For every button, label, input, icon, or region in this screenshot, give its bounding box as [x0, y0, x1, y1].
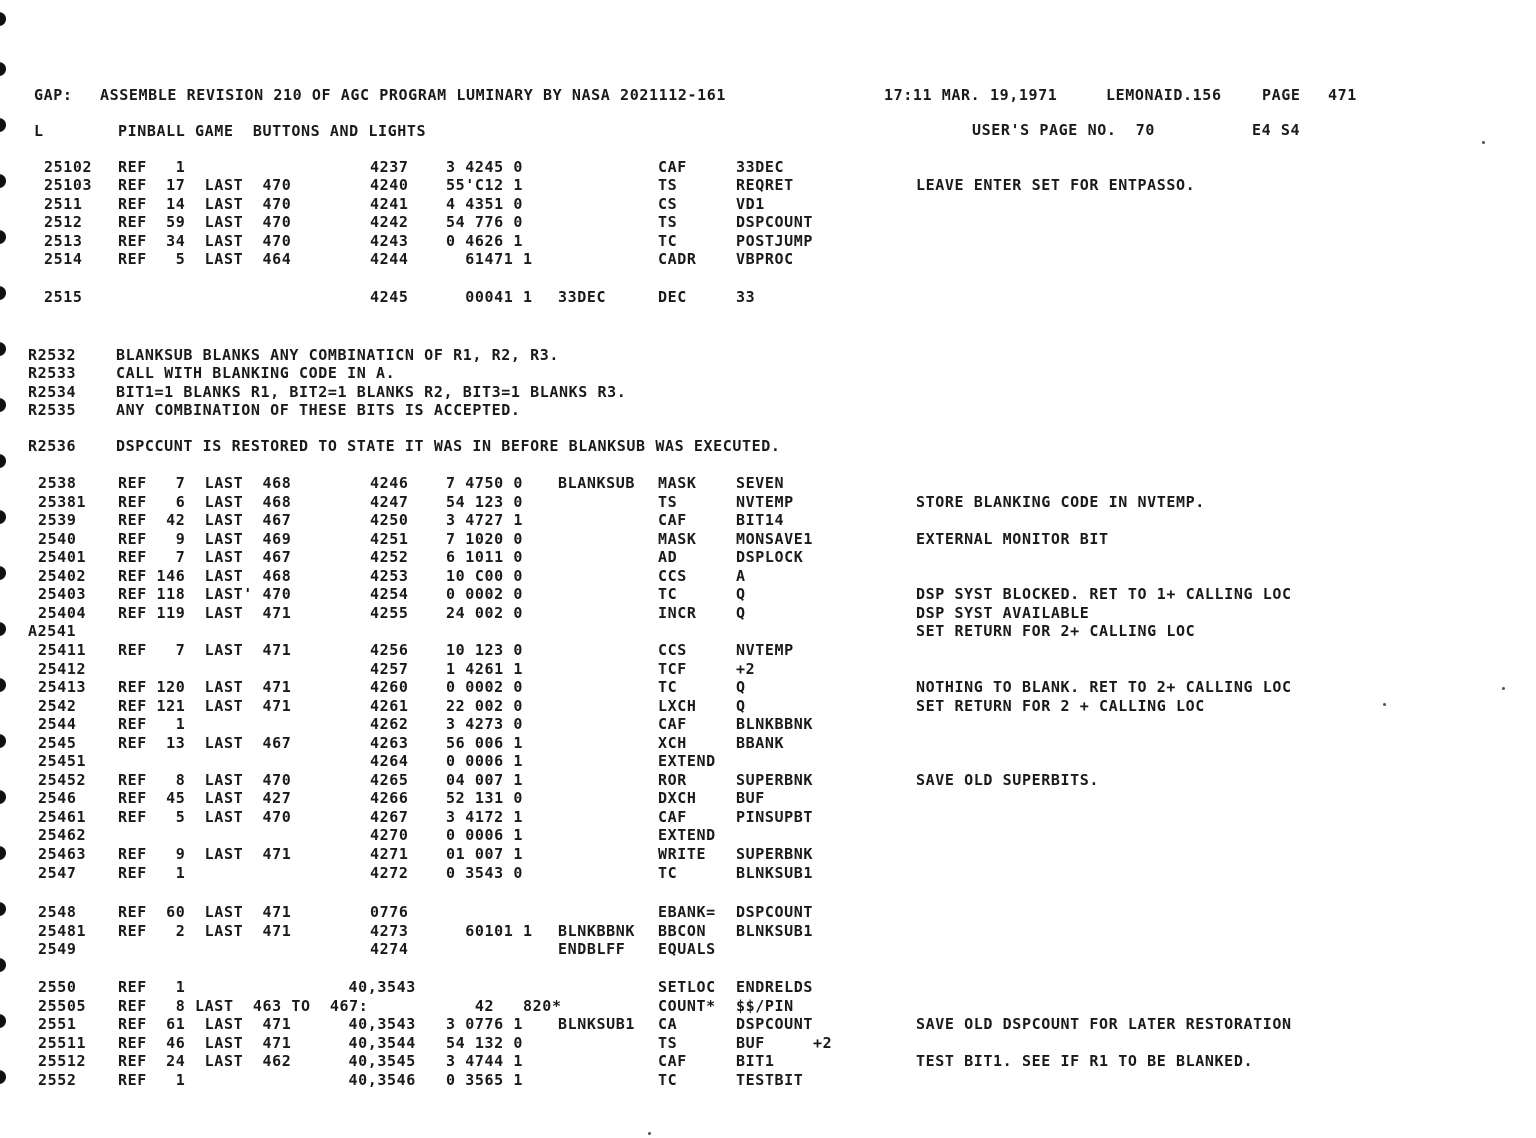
listing-operand: Q: [736, 678, 746, 697]
listing-ref: REF 9 LAST 469: [118, 529, 292, 548]
listing-operand: A: [736, 566, 746, 585]
binder-hole: [0, 454, 6, 468]
assembly-title: ASSEMBLE REVISION 210 OF AGC PROGRAM LUMINARY BY NASA 2021112-161: [100, 86, 726, 104]
listing-seq: 2513: [44, 231, 83, 250]
timestamp: 17:11 MAR. 19,1971: [884, 86, 1058, 104]
section-title: PINBALL GAME BUTTONS AND LIGHTS: [118, 122, 427, 140]
listing-op: EBANK=: [658, 903, 716, 921]
listing-code: 7 4750 0: [446, 474, 524, 492]
listing-operand: $$/PIN: [736, 996, 794, 1015]
listing-seq: 2547: [38, 863, 77, 882]
listing-addr: 4272: [370, 863, 409, 882]
listing-ref: REF 7 LAST 471: [118, 640, 292, 659]
listing-operand: DSPCOUNT: [736, 213, 814, 232]
listing-op: TS: [658, 1033, 678, 1052]
listing-code: 22 002 0: [446, 696, 524, 715]
listing-seq: 25102: [44, 158, 93, 176]
listing-seq: 2550: [38, 978, 77, 996]
listing-addr: 4267: [370, 807, 409, 826]
binder-hole: [0, 902, 6, 916]
listing-ref: REF 6 LAST 468: [118, 492, 292, 511]
listing-addr: 4265: [370, 770, 409, 789]
listing-addr: 4250: [370, 511, 409, 530]
scan-speck: [1383, 703, 1386, 706]
listing-op: CAF: [658, 715, 687, 734]
scan-speck: [1502, 687, 1505, 690]
listing-ref: REF 2 LAST 471: [118, 921, 292, 940]
remark-seq: R2532: [28, 346, 77, 364]
listing-op: INCR: [658, 603, 697, 622]
listing-ref: REF 1: [118, 715, 186, 734]
listing-seq: 25463: [38, 845, 87, 863]
listing-comment: SET RETURN FOR 2+ CALLING LOC: [916, 622, 1196, 641]
listing-addr: 40,3546: [310, 1071, 416, 1089]
listing-operand: BUF +2: [736, 1033, 833, 1052]
listing-code: 3 4172 1: [446, 807, 524, 826]
listing-op: TC: [658, 678, 678, 697]
listing-operand: VD1: [736, 194, 765, 213]
listing-ref: REF 9 LAST 471: [118, 845, 292, 863]
binder-hole: [0, 1070, 6, 1084]
listing-op: XCH: [658, 733, 687, 752]
gap-label: GAP:: [34, 86, 73, 104]
listing-code: 3 4273 0: [446, 715, 524, 734]
listing-seq: 25451: [38, 752, 87, 771]
listing-addr: 4253: [370, 566, 409, 585]
listing-comment: NOTHING TO BLANK. RET TO 2+ CALLING LOC: [916, 678, 1292, 697]
listing-code: 0 0002 0: [446, 585, 524, 604]
listing-label: 33DEC: [558, 288, 607, 306]
listing-operand: DSPLOCK: [736, 548, 804, 567]
listing-operand: PINSUPBT: [736, 807, 814, 826]
listing-seq: 25403: [38, 585, 87, 604]
listing-ref: REF 34 LAST 470: [118, 231, 292, 250]
listing-seq: 2551: [38, 1015, 77, 1034]
binder-hole: [0, 62, 6, 76]
listing-op: DXCH: [658, 789, 697, 808]
binder-hole: [0, 1014, 6, 1028]
listing-code: 04 007 1: [446, 770, 524, 789]
listing-code: 01 007 1: [446, 845, 524, 863]
listing-code: 3 4744 1: [446, 1052, 524, 1071]
listing-operand: BLNKSUB1: [736, 921, 814, 940]
listing-comment: DSP SYST AVAILABLE: [916, 603, 1090, 622]
listing-op: CAF: [658, 807, 687, 826]
listing-operand: ENDRELDS: [736, 978, 814, 996]
listing-seq: 25505: [38, 996, 87, 1015]
listing-code: 7 1020 0: [446, 529, 524, 548]
listing-label: BLNKBBNK: [558, 921, 636, 940]
listing-code: 0 0006 1: [446, 752, 524, 771]
listing-label: BLANKSUB: [558, 474, 636, 492]
listing-code: 0 3565 1: [446, 1071, 524, 1089]
listing-seq: 2511: [44, 194, 83, 213]
listing-code: 54 132 0: [446, 1033, 524, 1052]
listing-ref: REF 5 LAST 464: [118, 250, 292, 268]
listing-addr: 4270: [370, 826, 409, 845]
remark-seq: R2534: [28, 382, 77, 401]
listing-seq: 25402: [38, 566, 87, 585]
listing-ref: REF 120 LAST 471: [118, 678, 292, 697]
binder-hole: [0, 286, 6, 300]
listing-addr: 40,3543: [310, 1015, 416, 1034]
binder-hole: [0, 118, 6, 132]
listing-seq: 2514: [44, 250, 83, 268]
listing-seq: 25452: [38, 770, 87, 789]
listing-comment: DSP SYST BLOCKED. RET TO 1+ CALLING LOC: [916, 585, 1292, 604]
listing-ref: REF 121 LAST 471: [118, 696, 292, 715]
listing-comment: STORE BLANKING CODE IN NVTEMP.: [916, 492, 1205, 511]
listing-op: CA: [658, 1015, 678, 1034]
listing-op: SETLOC: [658, 978, 716, 996]
listing-addr: 4264: [370, 752, 409, 771]
listing-code: 52 131 0: [446, 789, 524, 808]
listing-op: TS: [658, 492, 678, 511]
listing-code: 0 0006 1: [446, 826, 524, 845]
listing-op: TC: [658, 585, 678, 604]
listing-seq: 25401: [38, 548, 87, 567]
listing-addr: 4251: [370, 529, 409, 548]
listing-op: WRITE: [658, 845, 707, 863]
listing-op: EXTEND: [658, 826, 716, 845]
listing-addr: 4245: [370, 288, 409, 306]
remark-text: ANY COMBINATION OF THESE BITS IS ACCEPTED.: [116, 401, 521, 420]
listing-code: 55'C12 1: [446, 176, 524, 195]
listing-comment: SAVE OLD DSPCOUNT FOR LATER RESTORATION: [916, 1015, 1292, 1034]
listing-addr: 4273: [370, 921, 409, 940]
listing-code: 1 4261 1: [446, 659, 524, 678]
binder-hole: [0, 734, 6, 748]
listing-operand: NVTEMP: [736, 640, 794, 659]
listing-ref: REF 60 LAST 471: [118, 903, 292, 921]
listing-ref: REF 119 LAST 471: [118, 603, 292, 622]
listing-code: 3 4245 0: [446, 158, 524, 176]
listing-op: TCF: [658, 659, 687, 678]
listing-op: TS: [658, 213, 678, 232]
listing-operand: BUF: [736, 789, 765, 808]
listing-addr: 4246: [370, 474, 409, 492]
listing-operand: BLNKBBNK: [736, 715, 814, 734]
listing-operand: +2: [736, 659, 756, 678]
listing-operand: BBANK: [736, 733, 785, 752]
remark-text: DSPCCUNT IS RESTORED TO STATE IT WAS IN BEFORE BLANKSUB WAS EXECUTED.: [116, 437, 781, 455]
listing-addr: 4243: [370, 231, 409, 250]
listing-code: 10 123 0: [446, 640, 524, 659]
listing-ref: REF 1: [118, 863, 186, 882]
listing-ref: REF 118 LAST' 470: [118, 585, 292, 604]
listing-label: BLNKSUB1: [558, 1015, 636, 1034]
listing-addr: 4271: [370, 845, 409, 863]
listing-operand: 33: [736, 288, 756, 306]
listing-op: CAF: [658, 511, 687, 530]
listing-seq: 2544: [38, 715, 77, 734]
listing-seq: 2546: [38, 789, 77, 808]
listing-code: 24 002 0: [446, 603, 524, 622]
listing-op: TC: [658, 1071, 678, 1089]
listing-seq: 25381: [38, 492, 87, 511]
listing-operand: NVTEMP: [736, 492, 794, 511]
listing-ref: REF 5 LAST 470: [118, 807, 292, 826]
listing-operand: DSPCOUNT: [736, 903, 814, 921]
binder-hole: [0, 622, 6, 636]
listing-ref: REF 1: [118, 978, 186, 996]
listing-addr: 4237: [370, 158, 409, 176]
listing-operand: BLNKSUB1: [736, 863, 814, 882]
binder-hole: [0, 510, 6, 524]
listing-op: COUNT*: [658, 996, 716, 1015]
remark-seq: R2535: [28, 401, 77, 420]
listing-op: DEC: [658, 288, 687, 306]
listing-code: 54 123 0: [446, 492, 524, 511]
remark-text: BIT1=1 BLANKS R1, BIT2=1 BLANKS R2, BIT3=1 BLANKS R3.: [116, 382, 627, 401]
listing-seq: 2538: [38, 474, 77, 492]
page-number: 471: [1328, 86, 1357, 104]
listing-ref: REF 14 LAST 470: [118, 194, 292, 213]
listing-op: MASK: [658, 529, 697, 548]
listing-code: 61471 1: [446, 250, 533, 268]
listing-ref: REF 42 LAST 467: [118, 511, 292, 530]
listing-seq: 25413: [38, 678, 87, 697]
remark-seq: R2533: [28, 364, 77, 383]
listing-op: CADR: [658, 250, 697, 268]
listing-code: 42 820*: [446, 996, 562, 1015]
listing-addr: 40,3543: [310, 978, 416, 996]
listing-code: 6 1011 0: [446, 548, 524, 567]
listing-seq: 2548: [38, 903, 77, 921]
listing-op: EXTEND: [658, 752, 716, 771]
listing-comment: LEAVE ENTER SET FOR ENTPASSO.: [916, 176, 1196, 195]
listing-addr: 4244: [370, 250, 409, 268]
listing-code: 0 0002 0: [446, 678, 524, 697]
listing-addr: 4242: [370, 213, 409, 232]
remark-text: BLANKSUB BLANKS ANY COMBINATICN OF R1, R2, R3.: [116, 346, 560, 364]
listing-ref: REF 146 LAST 468: [118, 566, 292, 585]
listing-seq: 25462: [38, 826, 87, 845]
listing-seq: 2552: [38, 1071, 77, 1089]
listing-code: 00041 1: [446, 288, 533, 306]
scan-speck: [648, 1132, 651, 1135]
listing-seq: 25511: [38, 1033, 87, 1052]
listing-ref: REF 7 LAST 467: [118, 548, 292, 567]
listing-comment: SAVE OLD SUPERBITS.: [916, 770, 1099, 789]
listing-op: CAF: [658, 158, 687, 176]
listing-seq: 2512: [44, 213, 83, 232]
listing-addr: 40,3544: [310, 1033, 416, 1052]
listing-op: CCS: [658, 566, 687, 585]
listing-label: ENDBLFF: [558, 940, 626, 958]
listing-code: 56 006 1: [446, 733, 524, 752]
listing-addr: 40,3545: [310, 1052, 416, 1071]
binder-hole: [0, 790, 6, 804]
listing-seq: 2540: [38, 529, 77, 548]
binder-hole: [0, 566, 6, 580]
listing-addr: 4261: [370, 696, 409, 715]
listing-seq: 25461: [38, 807, 87, 826]
scan-speck: [1482, 141, 1485, 144]
listing-ref: REF 1: [118, 1071, 186, 1089]
listing-op: MASK: [658, 474, 697, 492]
listing-code: 3 4727 1: [446, 511, 524, 530]
listing-operand: SUPERBNK: [736, 845, 814, 863]
listing-code: 0 3543 0: [446, 863, 524, 882]
listing-ref: REF 59 LAST 470: [118, 213, 292, 232]
binder-hole: [0, 230, 6, 244]
listing-addr: 4263: [370, 733, 409, 752]
listing-ref: REF 8 LAST 463 TO 467:: [118, 996, 369, 1015]
listing-op: TS: [658, 176, 678, 195]
listing-operand: SUPERBNK: [736, 770, 814, 789]
listing-ref: REF 61 LAST 471: [118, 1015, 292, 1034]
listing-op: TC: [658, 231, 678, 250]
listing-operand: VBPROC: [736, 250, 794, 268]
listing-seq: 25103: [44, 176, 93, 195]
listing-op: TC: [658, 863, 678, 882]
listing-addr: 4254: [370, 585, 409, 604]
listing-operand: 33DEC: [736, 158, 785, 176]
listing-addr: 4247: [370, 492, 409, 511]
listing-operand: SEVEN: [736, 474, 785, 492]
listing-code: 4 4351 0: [446, 194, 524, 213]
listing-ref: REF 46 LAST 471: [118, 1033, 292, 1052]
listing-op: ROR: [658, 770, 687, 789]
listing-op: BBCON: [658, 921, 707, 940]
binder-hole: [0, 398, 6, 412]
listing-operand: TESTBIT: [736, 1071, 804, 1089]
listing-addr: 4256: [370, 640, 409, 659]
listing-operand: MONSAVE1: [736, 529, 814, 548]
listing-seq: 2539: [38, 511, 77, 530]
listing-addr: 4262: [370, 715, 409, 734]
listing-addr: 4241: [370, 194, 409, 213]
listing-addr: 4266: [370, 789, 409, 808]
listing-seq: 25411: [38, 640, 87, 659]
listing-code: 3 0776 1: [446, 1015, 524, 1034]
listing-op: CAF: [658, 1052, 687, 1071]
listing-ref: REF 1: [118, 158, 186, 176]
listing-addr: 4252: [370, 548, 409, 567]
listing-code: 54 776 0: [446, 213, 524, 232]
listing-seq: 2545: [38, 733, 77, 752]
binder-hole: [0, 174, 6, 188]
listing-seq: 25412: [38, 659, 87, 678]
binder-hole: [0, 12, 6, 26]
listing-addr: 4257: [370, 659, 409, 678]
listing-operand: Q: [736, 696, 746, 715]
listing-op: CCS: [658, 640, 687, 659]
listing-ref: REF 17 LAST 470: [118, 176, 292, 195]
listing-addr: 4255: [370, 603, 409, 622]
listing-seq: 2549: [38, 940, 77, 958]
listing-seq: 25512: [38, 1052, 87, 1071]
log-marker: L: [34, 122, 44, 140]
listing-addr: 4274: [370, 940, 409, 958]
binder-hole: [0, 342, 6, 356]
listing-code: 0 4626 1: [446, 231, 524, 250]
listing-operand: BIT1: [736, 1052, 775, 1071]
remark-seq: R2536: [28, 437, 77, 455]
listing-comment: EXTERNAL MONITOR BIT: [916, 529, 1109, 548]
listing-ref: REF 13 LAST 467: [118, 733, 292, 752]
listing-seq: 2515: [44, 288, 83, 306]
listing-operand: POSTJUMP: [736, 231, 814, 250]
lemonaid-id: LEMONAID.156: [1106, 86, 1222, 104]
listing-code: 60101 1: [446, 921, 533, 940]
remark-text: CALL WITH BLANKING CODE IN A.: [116, 364, 396, 383]
listing-comment: TEST BIT1. SEE IF R1 TO BE BLANKED.: [916, 1052, 1254, 1071]
listing-op: LXCH: [658, 696, 697, 715]
listing-addr: 0776: [370, 903, 409, 921]
listing-addr: 4240: [370, 176, 409, 195]
listing-seq: 2542: [38, 696, 77, 715]
listing-ref: REF 8 LAST 470: [118, 770, 292, 789]
listing-seq: 25404: [38, 603, 87, 622]
listing-operand: BIT14: [736, 511, 785, 530]
listing-code: 10 C00 0: [446, 566, 524, 585]
listing-op: EQUALS: [658, 940, 716, 958]
listing-operand: Q: [736, 585, 746, 604]
listing-comment: SET RETURN FOR 2 + CALLING LOC: [916, 696, 1205, 715]
listing-ref: REF 24 LAST 462: [118, 1052, 292, 1071]
binder-hole: [0, 958, 6, 972]
listing-op: AD: [658, 548, 678, 567]
listing-operand: REQRET: [736, 176, 794, 195]
listing-ref: REF 45 LAST 427: [118, 789, 292, 808]
listing-addr: 4260: [370, 678, 409, 697]
e4-s4-marker: E4 S4: [1252, 121, 1301, 139]
listing-operand: Q: [736, 603, 746, 622]
listing-operand: DSPCOUNT: [736, 1015, 814, 1034]
listing-seq: 25481: [38, 921, 87, 940]
listing-op: CS: [658, 194, 678, 213]
users-page-number: USER'S PAGE NO. 70: [972, 121, 1155, 139]
binder-hole: [0, 846, 6, 860]
listing-ref: REF 7 LAST 468: [118, 474, 292, 492]
binder-hole: [0, 678, 6, 692]
page-label: PAGE: [1262, 86, 1301, 104]
listing-seq: A2541: [28, 622, 77, 641]
